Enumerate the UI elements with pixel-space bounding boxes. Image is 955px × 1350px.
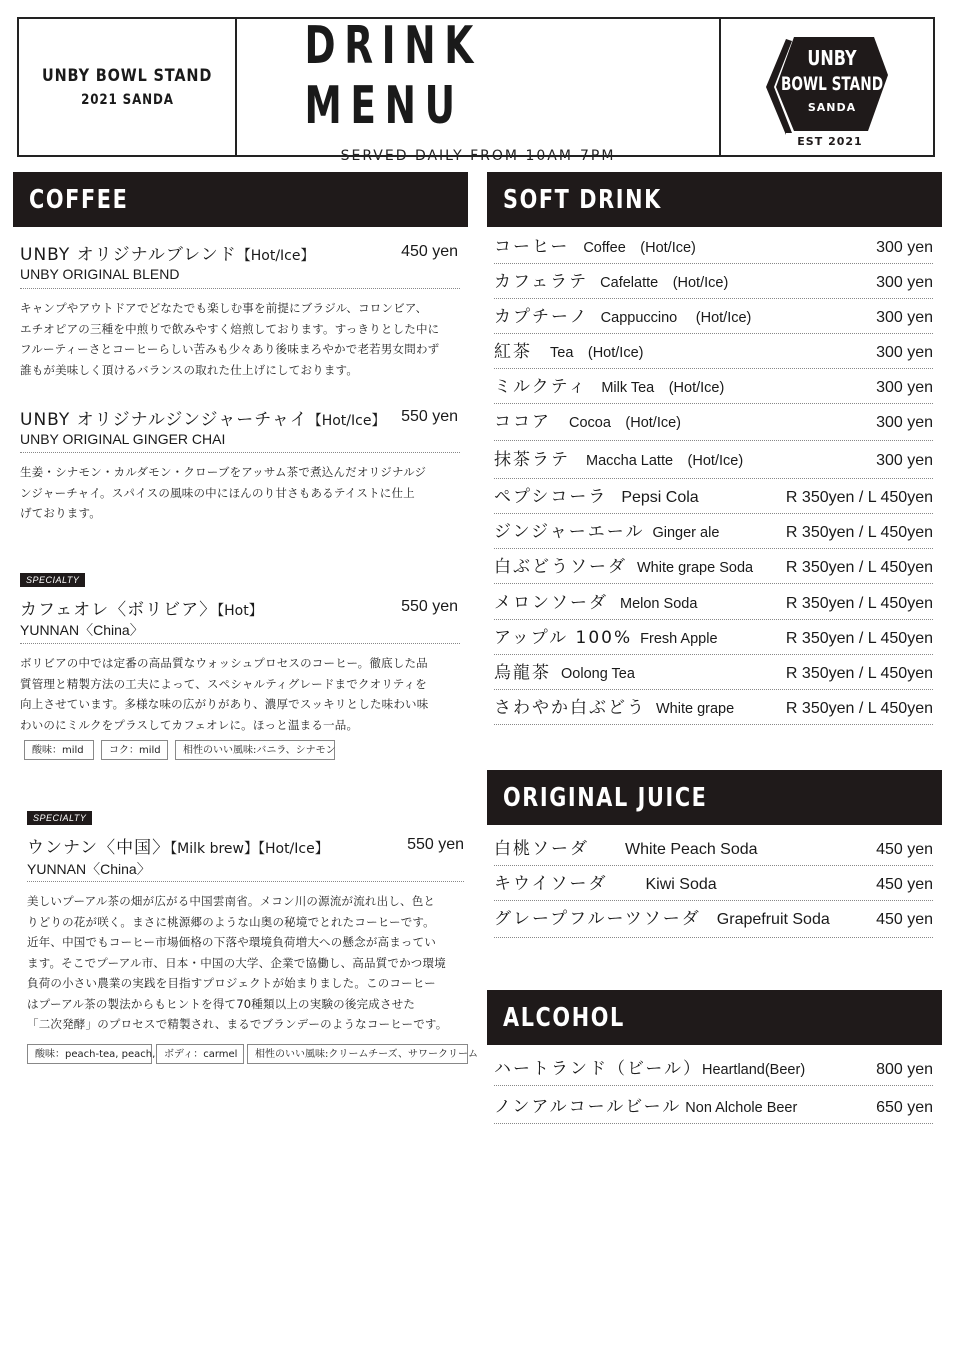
menu-row: ミルクティ Milk Tea (Hot/Ice) 300 yen [494,372,933,404]
alcohol-heading-bar [487,990,942,1045]
coffee-item-subname: UNBY ORIGINAL BLEND [20,266,180,282]
logo-line3: SANDA [807,101,857,114]
specialty-badge: SPECIALTY [27,811,92,825]
flavor-chip: 相性のいい風味:バニラ、シナモン [175,740,335,760]
coffee-item-price: 550 yen [401,408,458,425]
coffee-item-name: ウンナン〈中国〉【Milk brew】【Hot/Ice】 [27,838,329,858]
coffee-item-subname: YUNNAN〈China〉 [27,861,151,877]
coffee-heading: COFFEE [29,184,129,215]
logo-line4: EST 2021 [797,135,863,147]
coffee-item-price: 550 yen [401,598,458,615]
menu-row: さわやか白ぶどう White grape R 350yen / L 450yen [494,693,933,725]
menu-row: キウイソーダ Kiwi Soda 450 yen [494,869,933,901]
page-title: DRINK MENU [304,16,482,136]
coffee-item-name: UNBY オリジナルジンジャーチャイ【Hot/Ice】 [20,410,386,430]
coffee-item-price: 550 yen [407,836,464,853]
coffee-item-description: ボリビアの中では定番の高品質なウォッシュプロセスのコーヒー。徹底した品 質管理と精製方法の工夫によって、スペシャルティグレードまでクオリティを 向上させています。多様な味の広がりがあり、濃厚でスッキリとした味わい味 わいのにミルクをプラスしてカフェオレに。ほっと温まる一品。 [20,656,429,732]
divider [27,881,464,882]
menu-row: ペプシコーラ Pepsi Cola R 350yen / L 450yen [494,482,933,514]
flavor-chip: コク：mild [101,740,168,760]
coffee-item-name: UNBY オリジナルブレンド【Hot/Ice】 [20,245,315,265]
original-juice-list [494,834,933,938]
alcohol-list [494,1054,933,1124]
flavor-chip: ボディ：carmel [156,1044,244,1064]
menu-row: メロンソーダ Melon Soda R 350yen / L 450yen [494,588,933,620]
flavor-chip: 相性のいい風味:クリームチーズ、サワークリーム [247,1044,468,1064]
specialty-badge: SPECIALTY [20,573,85,587]
divider [20,643,460,644]
coffee-item-name: カフェオレ〈ボリビア〉【Hot】 [20,600,263,620]
coffee-item-description: 生姜・シナモン・カルダモン・クローブをアッサム茶で煮込んだオリジナルジ ンジャーチャイ。スパイスの風味の中にほんのり甘さもあるテイストに仕上 げております。 [20,465,427,520]
logo-block [721,19,933,155]
coffee-item-description: 美しいプーアル茶の畑が広がる中国雲南省。メコン川の源流が流れ出し、色と りどりの花が咲く。まさに桃源郷のような山奥の秘境でとれたコーヒーです。 近年、中国でもコーヒー市場価格の下落や環境負荷増大への懸念が高まってい ます。そこでプーアル市、日本・中国の大学、企業で協働し、高品質でかつ環境 負荷の小さい農業の実践を目指すプロジェクトが始まりました。このコーヒー はプーアル茶の製法からもヒントを得て70種類以上の実験の後完成させた 「二次発酵」のプロセスで精製され、まるでブランデーのようなコーヒーです。 [27,894,448,1031]
menu-row: 烏龍茶 Oolong Tea R 350yen / L 450yen [494,658,933,690]
menu-row: カフェラテ Cafelatte (Hot/Ice) 300 yen [494,267,933,299]
flavor-chip: 酸味：peach-tea, peach, [27,1044,152,1064]
soft-drink-heading-bar [487,172,942,227]
coffee-item-subname: UNBY ORIGINAL GINGER CHAI [20,431,226,447]
menu-row: カプチーノ Cappuccino (Hot/Ice) 300 yen [494,302,933,334]
alcohol-heading: ALCOHOL [503,1002,625,1033]
page-subtitle: SERVED DAILY FROM 10AM-7PM [340,148,616,164]
coffee-item-price: 450 yen [401,243,458,260]
menu-row: グレープフルーツソーダ Grapefruit Soda 450 yen [494,904,933,938]
original-juice-heading-bar [487,770,942,825]
menu-row: ジンジャーエール Ginger ale R 350yen / L 450yen [494,517,933,549]
divider [20,288,460,289]
flavor-chip: 酸味：mild [24,740,94,760]
menu-row: 白ぶどうソーダ White grape Soda R 350yen / L 450yen [494,552,933,584]
menu-row: コーヒー Coffee (Hot/Ice) 300 yen [494,232,933,264]
logo-line2: BOWL STAND [780,72,884,95]
store-logo-icon [762,27,892,147]
store-name-block [19,19,237,155]
menu-row: ノンアルコールビール Non Alchole Beer 650 yen [494,1092,933,1124]
menu-row: アップル 100% Fresh Apple R 350yen / L 450yen [494,623,933,655]
menu-row: 紅茶 Tea (Hot/Ice) 300 yen [494,337,933,369]
menu-row: 抹茶ラテ Maccha Latte (Hot/Ice) 300 yen [494,445,933,479]
soft-drink-list [494,232,933,725]
store-name: UNBY BOWL STAND [41,66,213,86]
logo-line1: UNBY [807,47,857,71]
menu-row: 白桃ソーダ White Peach Soda 450 yen [494,834,933,866]
menu-row: ハートランド（ビール） Heartland(Beer) 800 yen [494,1054,933,1086]
coffee-item-subname: YUNNAN〈China〉 [20,622,144,638]
store-year-location: 2021 SANDA [80,92,174,108]
coffee-heading-bar [13,172,468,227]
title-block [237,16,721,164]
divider [20,452,460,453]
menu-row: ココア Cocoa (Hot/Ice) 300 yen [494,407,933,441]
soft-drink-heading: SOFT DRINK [503,184,662,215]
original-juice-heading: ORIGINAL JUICE [503,782,708,813]
menu-header [17,16,935,164]
coffee-item-description: キャンプやアウトドアでどなたでも楽しむ事を前提にブラジル、コロンビア、 エチオピアの三種を中煎りで飲みやすく焙煎しております。すっきりとした中に フルーティーさとコーヒーらしい苦みも少々あり後味まろやかで老若男女問わず 誰もが美味しく頂けるバランスの取れた仕上げにしております。 [20,301,440,377]
